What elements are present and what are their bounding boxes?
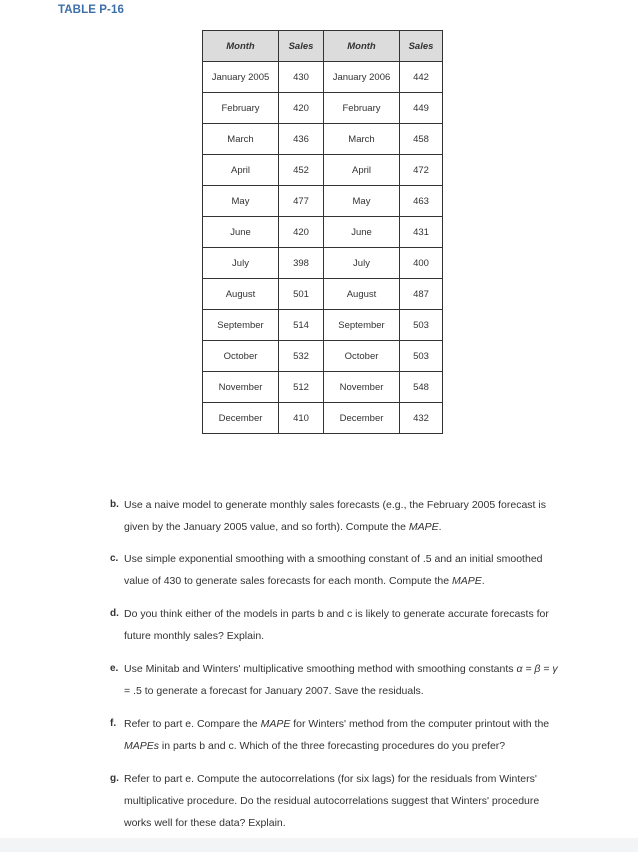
question-text: future monthly sales? Explain.	[124, 630, 265, 642]
cell-month: October	[203, 341, 279, 372]
term-mape: MAPE	[408, 521, 439, 533]
cell-month: May	[324, 186, 400, 217]
cell-month: February	[203, 93, 279, 124]
table-row	[203, 248, 443, 279]
cell-sales: 410	[279, 403, 324, 434]
cell-sales: 398	[279, 248, 324, 279]
term-mapes: MAPEs	[124, 740, 160, 752]
question-text: given by the January 2005 value, and so forth). Compute the	[124, 521, 409, 533]
question-text: Use simple exponential smoothing with a smoothing constant of .5 and an initial smoothed	[124, 553, 543, 565]
question-text: in parts b and c. Which of the three forecasting procedures do you prefer?	[159, 740, 506, 752]
table-row	[203, 124, 443, 155]
table-title: TABLE P-16	[58, 4, 124, 16]
question-letter: d.	[110, 608, 119, 619]
cell-sales: 436	[279, 124, 324, 155]
cell-month: June	[203, 217, 279, 248]
page-footer-band	[0, 838, 638, 852]
cell-month: November	[203, 372, 279, 403]
question-list	[110, 494, 582, 834]
table-row	[203, 372, 443, 403]
question-letter: e.	[110, 663, 119, 674]
cell-sales: 472	[400, 155, 443, 186]
cell-month: August	[203, 279, 279, 310]
cell-month: September	[324, 310, 400, 341]
cell-month: April	[203, 155, 279, 186]
cell-month: January 2005	[203, 62, 279, 93]
cell-month: March	[203, 124, 279, 155]
table-row	[203, 310, 443, 341]
cell-sales: 487	[400, 279, 443, 310]
cell-sales: 514	[279, 310, 324, 341]
table-row	[203, 186, 443, 217]
cell-sales: 532	[279, 341, 324, 372]
question-letter: g.	[110, 773, 119, 784]
question-text: Refer to part e. Compute the autocorrelations (for six lags) for the residuals from Winters'	[124, 773, 537, 785]
table-row	[203, 403, 443, 434]
question-text: Refer to part e. Compare the	[124, 718, 261, 730]
cell-sales: 548	[400, 372, 443, 403]
table-row	[203, 93, 443, 124]
question-e	[110, 658, 582, 702]
question-letter: f.	[110, 718, 117, 729]
term-mape: MAPE	[452, 575, 482, 587]
question-d	[110, 603, 582, 647]
table-header-row	[203, 31, 443, 62]
header-sales: Sales	[400, 31, 443, 62]
cell-month: March	[324, 124, 400, 155]
table-row	[203, 155, 443, 186]
header-month: Month	[324, 31, 400, 62]
cell-sales: 452	[279, 155, 324, 186]
cell-month: December	[324, 403, 400, 434]
cell-sales: 432	[400, 403, 443, 434]
cell-month: May	[203, 186, 279, 217]
term-mape: MAPE	[260, 718, 291, 730]
cell-month: July	[324, 248, 400, 279]
question-text: value of 430 to generate sales forecasts for each month. Compute the	[124, 575, 453, 587]
question-c	[110, 548, 582, 592]
sales-table	[202, 30, 443, 434]
cell-sales: 458	[400, 124, 443, 155]
cell-month: November	[324, 372, 400, 403]
question-letter: c.	[110, 553, 119, 564]
cell-sales: 512	[279, 372, 324, 403]
cell-sales: 400	[400, 248, 443, 279]
header-sales: Sales	[279, 31, 324, 62]
question-text: for Winters' method from the computer printout with the	[290, 718, 550, 730]
cell-month: December	[203, 403, 279, 434]
question-text: works well for these data? Explain.	[124, 817, 286, 829]
cell-month: April	[324, 155, 400, 186]
cell-month: July	[203, 248, 279, 279]
question-letter: b.	[110, 499, 119, 510]
question-text: multiplicative procedure. Do the residual autocorrelations suggest that Winters' procedure	[124, 795, 540, 807]
cell-month: September	[203, 310, 279, 341]
table-row	[203, 341, 443, 372]
cell-sales: 420	[279, 93, 324, 124]
table-row	[203, 217, 443, 248]
table-row	[203, 62, 443, 93]
cell-sales: 463	[400, 186, 443, 217]
question-text: .	[481, 575, 485, 587]
cell-month: February	[324, 93, 400, 124]
question-f	[110, 713, 582, 757]
question-text: = .5 to generate a forecast for January 2007. Save the residuals.	[124, 685, 424, 697]
cell-sales: 431	[400, 217, 443, 248]
cell-sales: 501	[279, 279, 324, 310]
cell-month: January 2006	[324, 62, 400, 93]
question-g	[110, 768, 582, 834]
question-b	[110, 494, 582, 538]
header-month: Month	[203, 31, 279, 62]
cell-sales: 420	[279, 217, 324, 248]
cell-sales: 503	[400, 310, 443, 341]
cell-sales: 442	[400, 62, 443, 93]
cell-sales: 430	[279, 62, 324, 93]
question-text: Use a naive model to generate monthly sales forecasts (e.g., the February 2005 forecast is	[124, 499, 546, 511]
cell-month: October	[324, 341, 400, 372]
table-body	[203, 62, 443, 434]
question-text: Do you think either of the models in parts b and c is likely to generate accurate forecasts for	[124, 608, 549, 620]
smoothing-symbols: α = β = γ	[516, 663, 558, 675]
cell-sales: 477	[279, 186, 324, 217]
table-row	[203, 279, 443, 310]
cell-sales: 449	[400, 93, 443, 124]
question-text: .	[438, 521, 442, 533]
cell-sales: 503	[400, 341, 443, 372]
cell-month: August	[324, 279, 400, 310]
question-text: Use Minitab and Winters' multiplicative smoothing method with smoothing constants	[124, 663, 517, 675]
cell-month: June	[324, 217, 400, 248]
